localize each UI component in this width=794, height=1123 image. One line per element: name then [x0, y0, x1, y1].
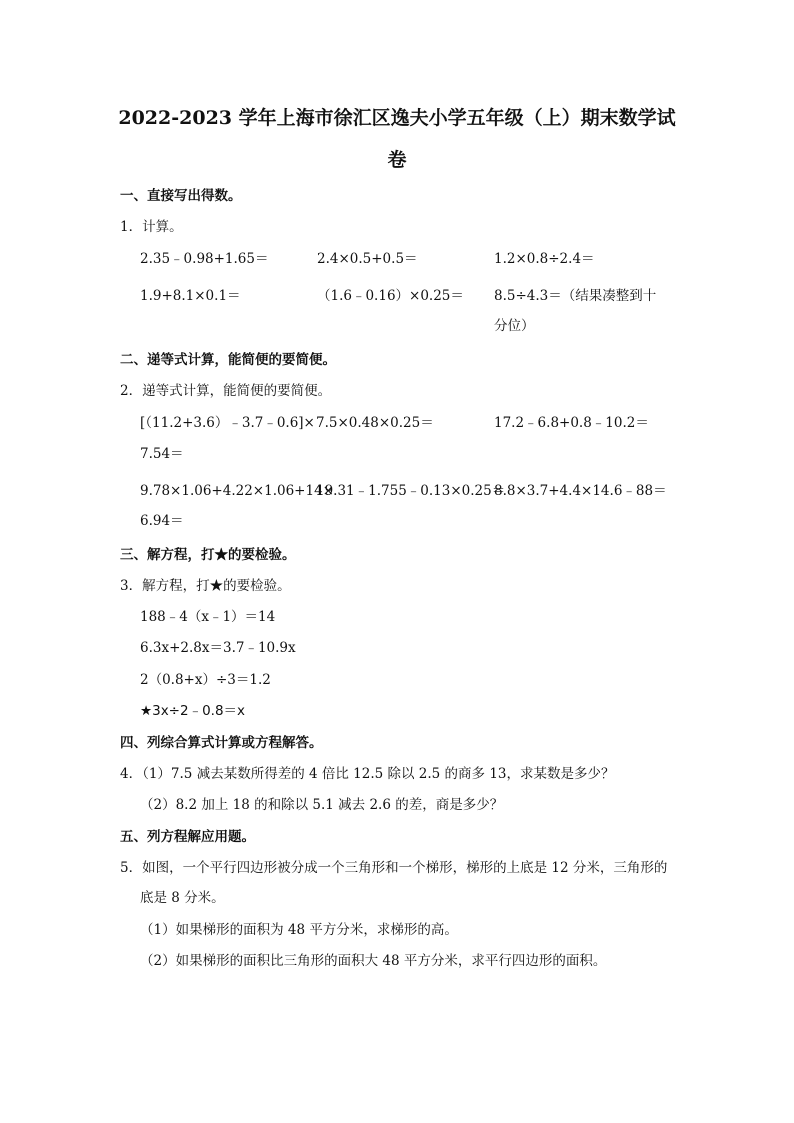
section-1-heading: 一、直接写出得数。	[120, 188, 242, 204]
exam-title-line2: 卷	[387, 149, 407, 171]
q1-item-1: 2.35﹣0.98+1.65＝	[140, 251, 269, 267]
q2-item-2: 7.5×0.48×0.25＝	[316, 415, 434, 431]
question-4-part-1: 4．（1）7.5 减去某数所得差的 4 倍比 12.5 除以 2.5 的商多 13，求某数是多少？	[120, 766, 615, 782]
question-1-stem: 1．计算。	[120, 219, 183, 235]
q1-item-6: 8.5÷4.3＝（结果凑整到十	[494, 288, 657, 304]
q2-item-6: 8.8×3.7+4.4×14.6﹣88＝	[494, 483, 667, 499]
question-4-part-2: （2）8.2 加上 18 的和除以 5.1 减去 2.6 的差，商是多少？	[140, 797, 504, 813]
q2-item-5: 19.31﹣1.755﹣0.13×0.25＝	[316, 483, 506, 499]
q1-item-2: 2.4×0.5+0.5＝	[317, 251, 418, 267]
q1-item-5: （1.6﹣0.16）×0.25＝	[317, 288, 464, 304]
q2-item-1: [（11.2+3.6）﹣3.7﹣0.6]×	[140, 415, 315, 431]
question-5-stem-line2: 底是 8 分米。	[140, 890, 225, 906]
q1-item-4: 1.9+8.1×0.1＝	[140, 288, 241, 304]
question-2-stem: 2．递等式计算，能简便的要简便。	[120, 383, 332, 399]
q1-item-3: 1.2×0.8÷2.4＝	[494, 251, 595, 267]
q1-item-6-continued: 分位）	[494, 318, 535, 334]
question-5-part-2: （2）如果梯形的面积比三角形的面积大 48 平方分米，求平行四边形的面积。	[140, 953, 607, 969]
question-3-stem: 3．解方程，打★的要检验。	[120, 578, 291, 594]
q2-item-4-continued: 6.94＝	[140, 513, 184, 529]
section-4-heading: 四、列综合算式计算或方程解答。	[120, 735, 323, 751]
q2-item-1-continued: 7.54＝	[140, 446, 184, 462]
q2-item-4: 9.78×1.06+4.22×1.06+14×	[140, 483, 334, 499]
question-5-stem-line1: 5．如图，一个平行四边形被分成一个三角形和一个梯形，梯形的上底是 12 分米，三角形的	[120, 860, 668, 876]
exam-title-line1: 2022-2023 学年上海市徐汇区逸夫小学五年级（上）期末数学试	[118, 107, 676, 129]
q3-equation-2: 6.3x+2.8x＝3.7﹣10.9x	[140, 640, 296, 656]
question-5-part-1: （1）如果梯形的面积为 48 平方分米，求梯形的高。	[140, 922, 458, 938]
q2-item-3: 17.2﹣6.8+0.8﹣10.2＝	[494, 415, 649, 431]
section-2-heading: 二、递等式计算，能简便的要简便。	[120, 352, 336, 368]
q3-equation-4: ★3x÷2﹣0.8＝x	[140, 703, 246, 719]
section-3-heading: 三、解方程，打★的要检验。	[120, 547, 296, 563]
q3-equation-1: 188﹣4（x﹣1）＝14	[140, 609, 276, 625]
q3-equation-3: 2（0.8+x）÷3＝1.2	[140, 672, 271, 688]
section-5-heading: 五、列方程解应用题。	[120, 829, 255, 845]
